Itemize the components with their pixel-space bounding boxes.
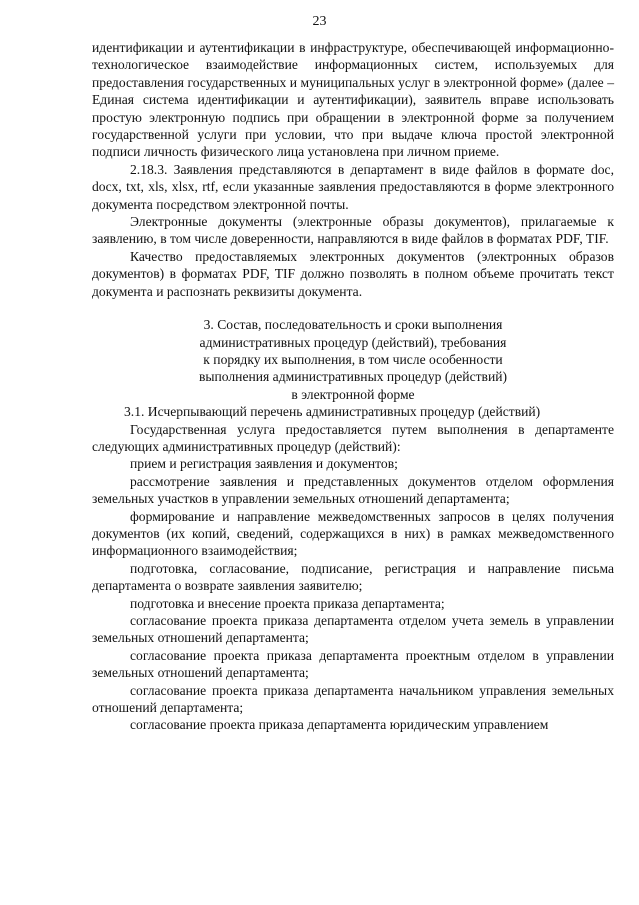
procedure-item: согласование проекта приказа департамента отделом учета земель в управлении земельных отношений департамента; xyxy=(92,613,614,646)
section-heading-line: 3. Состав, последовательность и сроки выполнения xyxy=(203,317,503,333)
subsection-3-1-heading: 3.1. Исчерпывающий перечень административных процедур (действий) xyxy=(124,404,541,420)
document-body xyxy=(92,39,614,734)
paragraph-document-quality: Качество предоставляемых электронных документов (электронных образов документов) в форматах PDF, TIF должно позволять в полном объеме прочитать текст документа и распознать реквизиты документа. xyxy=(92,248,614,299)
procedure-item: подготовка, согласование, подписание, регистрация и направление письма департамента о возврате заявления заявителю; xyxy=(92,560,614,594)
section-heading-line: выполнения административных процедур (действий) xyxy=(198,369,508,385)
page-number: 23 xyxy=(312,14,327,29)
paragraph-2-18-3: 2.18.3. Заявления представляются в департамент в виде файлов в формате doc, docx, txt, xls, xlsx, rtf, если указанные заявления предоставляются в форме электронного документа посредством электронной почты. xyxy=(92,161,614,212)
section-heading-line: к порядку их выполнения, в том числе особенности xyxy=(203,351,503,367)
procedure-item: согласование проекта приказа департамента начальником управления земельных отношений департамента; xyxy=(92,682,614,716)
procedure-item: формирование и направление межведомственных запросов в целях получения документов (их копий, сведений, содержащихся в них) в рамках межведомственного информационного взаимодействия; xyxy=(92,508,614,559)
section-heading-line: административных процедур (действий), требования xyxy=(199,334,507,350)
paragraph-electronic-documents: Электронные документы (электронные образы документов), прилагаемые к заявлению, в том числе доверенности, направляются в виде файлов в форматах PDF, TIF. xyxy=(92,214,614,247)
procedure-item: согласование проекта приказа департамента юридическим управлением xyxy=(130,717,549,733)
procedure-item: прием и регистрация заявления и документов; xyxy=(130,456,398,472)
paragraph-service-provided: Государственная услуга предоставляется путем выполнения в департаменте следующих административных процедур (действий): xyxy=(92,421,614,454)
procedure-item: рассмотрение заявления и представленных документов отделом оформления земельных участков в управлении земельных отношений департамента; xyxy=(92,473,614,507)
section-heading-line: в электронной форме xyxy=(291,386,415,402)
procedure-item: подготовка и внесение проекта приказа департамента; xyxy=(130,595,445,611)
section-3-heading xyxy=(92,316,614,403)
paragraph-continuation: идентификации и аутентификации в инфраструктуре, обеспечивающей информационно-технологическое взаимодействие информационных систем, используемых для предоставления государственных и муниципальных услуг в электронной форме» (далее – Единая система идентификации и аутентификации), заявитель вправе использовать простую электронную подпись при обращении в электронной форме за получением государственной услуги при условии, что при выдаче ключа простой электронной подписи личность физического лица установлена при личном приеме. xyxy=(92,40,614,160)
procedure-item: согласование проекта приказа департамента проектным отделом в управлении земельных отношений департамента; xyxy=(92,647,614,681)
